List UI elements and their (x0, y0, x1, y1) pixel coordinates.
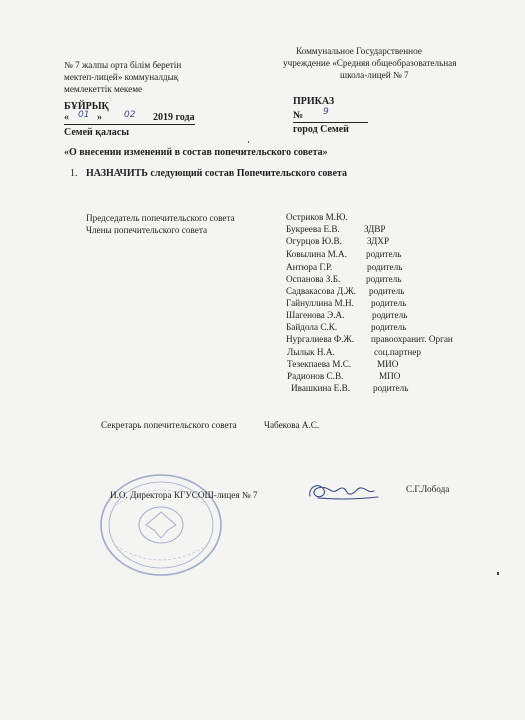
member-name: Нургалиева Ф.Ж. (286, 334, 355, 344)
role-members: Члены попечительского совета (86, 225, 208, 235)
member-name: Ивашкина Е.В. (291, 383, 351, 393)
member-name: Шагенова Э.А. (286, 310, 345, 320)
item-text: НАЗНАЧИТЬ следующий состав Попечительского совета (86, 168, 348, 179)
member-name: Садвакасова Д.Ж. (286, 286, 356, 296)
header-left-line-1: № 7 жалпы орта білім беретін (64, 60, 182, 70)
member-role: ЗДХР (367, 236, 390, 246)
member-name: Остриков М.Ю. (286, 212, 348, 222)
order-ru-number-label: № (293, 110, 304, 121)
director-label: И.О. Директора КГУСОШ-лицея № 7 (110, 490, 258, 500)
member-name: Лылык Н.А. (287, 347, 335, 357)
header-left-line-3: мемлекеттік мекеме (64, 84, 143, 94)
order-ru-number: 9 (323, 107, 329, 117)
member-name: Огурцов Ю.В. (286, 236, 342, 246)
member-role: родитель (369, 286, 405, 296)
role-chair: Председатель попечительского совета (86, 213, 235, 223)
order-ru-city: город Семей (293, 124, 349, 135)
order-kz-underline (64, 124, 195, 125)
order-subject: «О внесении изменений в состав попечительского совета» (64, 147, 328, 158)
member-role: родитель (373, 383, 409, 393)
secretary-label: Секретарь попечительского совета (101, 420, 237, 430)
member-role: родитель (366, 274, 402, 284)
header-left-line-2: мектеп-лицей» коммуналдық (64, 72, 179, 82)
member-name: Тезекпаева М.С. (287, 359, 352, 369)
order-ru-underline (293, 122, 368, 123)
order-kz-title: БҰЙРЫҚ (64, 101, 109, 112)
official-seal-stamp (96, 470, 226, 580)
member-name: Байдола С.К. (286, 322, 338, 332)
member-name: Букреева Е.В. (286, 224, 340, 234)
order-kz-day: 01 (78, 110, 90, 120)
member-role: МПО (379, 371, 401, 381)
order-kz-city: Семей қаласы (64, 127, 129, 138)
item-number (70, 168, 78, 180)
secretary-name: Чабекова А.С. (264, 420, 320, 430)
order-ru-title: ПРИКАЗ (293, 96, 335, 107)
header-right-line-2: учреждение «Средняя общеобразовательная (283, 58, 457, 68)
scan-speck (497, 572, 499, 575)
order-kz-quote-close: » (97, 112, 102, 123)
member-role: ЗДВР (364, 224, 386, 234)
item-number-text: 1. (70, 168, 78, 179)
header-right-line-3: школа-лицей № 7 (340, 70, 409, 80)
order-kz-month: 02 (124, 110, 136, 120)
member-role: соц.партнер (374, 347, 421, 357)
director-name: С.Г.Лобода (406, 484, 450, 494)
order-kz-year: 2019 года (153, 112, 195, 123)
member-role: родитель (372, 310, 408, 320)
order-kz-quote-open: « (64, 112, 69, 123)
header-right-line-1: Коммунальное Государственное (296, 46, 422, 56)
member-role: МИО (377, 359, 399, 369)
member-role: родитель (371, 298, 407, 308)
member-name: Гайнуллина М.Н. (286, 298, 354, 308)
member-name: Антюра Г.Р. (286, 262, 333, 272)
scan-speck (248, 141, 249, 143)
member-role: родитель (366, 249, 402, 259)
member-name: Радионов С.В. (287, 371, 344, 381)
member-role: правоохранит. Орган (371, 334, 453, 344)
member-role: родитель (371, 322, 407, 332)
member-name: Оспанова З.Б. (286, 274, 341, 284)
director-signature (302, 476, 382, 506)
member-role: родитель (367, 262, 403, 272)
member-name: Ковылина М.А. (286, 249, 347, 259)
